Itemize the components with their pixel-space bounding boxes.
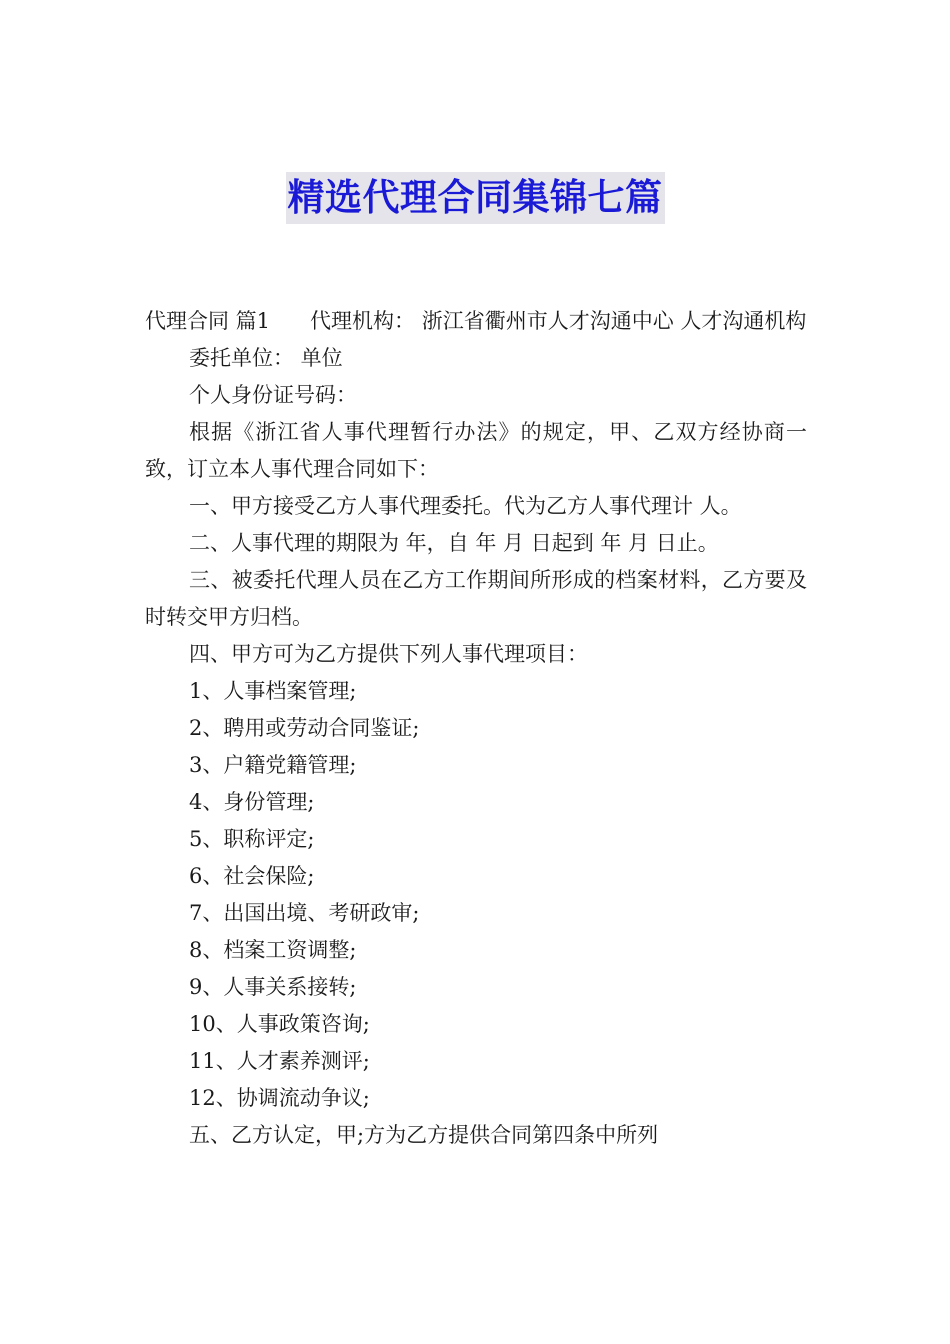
list-item: 5、职称评定;: [189, 827, 315, 851]
paragraph: 五、乙方认定，甲;方为乙方提供合同第四条中所列: [189, 1123, 659, 1147]
list-item: 6、社会保险;: [189, 864, 315, 888]
document-title: 精选代理合同集锦七篇: [286, 172, 665, 224]
list-item: 7、出国出境、考研政审;: [189, 901, 420, 925]
paragraph: 一、甲方接受乙方人事代理委托。代为乙方人事代理计 人。: [189, 494, 742, 518]
list-item: 12、协调流动争议;: [189, 1086, 370, 1110]
list-item: 10、人事政策咨询;: [189, 1012, 370, 1036]
list-item: 3、户籍党籍管理;: [189, 753, 357, 777]
list-item: 9、人事关系接转;: [189, 975, 357, 999]
document-body: [145, 303, 807, 1154]
list-item: 4、身份管理;: [189, 790, 315, 814]
list-item: 2、聘用或劳动合同鉴证;: [189, 716, 420, 740]
paragraph: 根据《浙江省人事代理暂行办法》的规定，甲、乙双方经协商一致，订立本人事代理合同如下：: [145, 420, 807, 481]
list-item: 1、人事档案管理;: [189, 679, 357, 703]
paragraph-first: [145, 303, 807, 340]
title-container: [0, 172, 950, 224]
paragraph: 二、人事代理的期限为 年，自 年 月 日起到 年 月 日止。: [189, 531, 719, 555]
list-item: 8、档案工资调整;: [189, 938, 357, 962]
paragraph: 委托单位： 单位: [189, 346, 343, 370]
paragraph: 四、甲方可为乙方提供下列人事代理项目：: [189, 642, 588, 666]
paragraph: 三、被委托代理人员在乙方工作期间所形成的档案材料，乙方要及时转交甲方归档。: [145, 568, 807, 629]
paragraph-text: 代理机构： 浙江省衢州市人才沟通中心 人才沟通机构: [310, 309, 807, 333]
section-label: 代理合同 篇1: [145, 309, 271, 333]
paragraph: 个人身份证号码：: [189, 383, 357, 407]
list-item: 11、人才素养测评;: [189, 1049, 370, 1073]
